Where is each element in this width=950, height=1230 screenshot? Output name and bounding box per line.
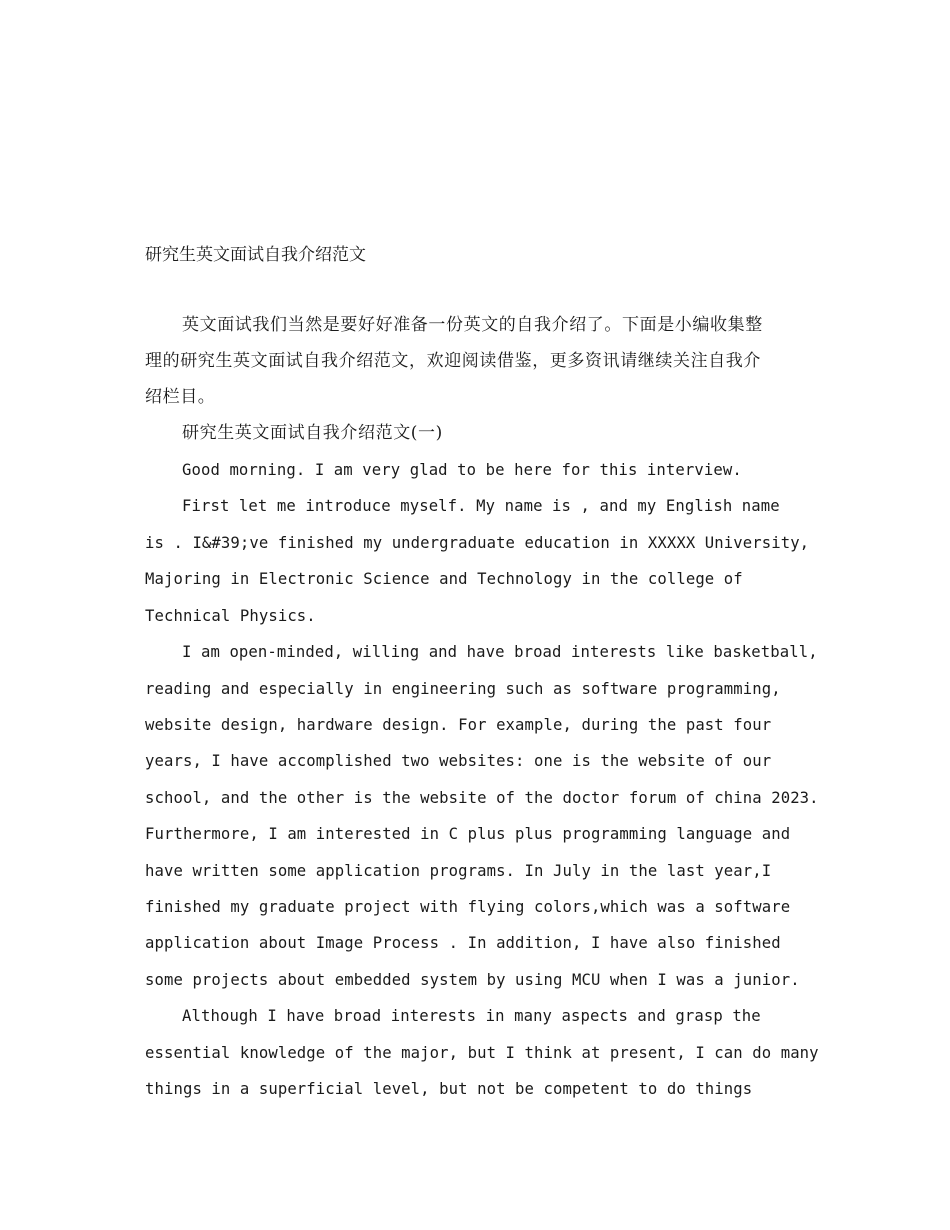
paragraph-line: Although I have broad interests in many aspects and grasp the (182, 1007, 761, 1025)
paragraph-line: things in a superficial level, but not be competent to do things (145, 1080, 753, 1098)
paragraph-line: I am open-minded, willing and have broad interests like basketball, (182, 643, 818, 661)
paragraph-line: 理的研究生英文面试自我介绍范文，欢迎阅读借鉴，更多资讯请继续关注自我介 (145, 351, 761, 371)
paragraph-line: Technical Physics. (145, 607, 316, 625)
section-heading: 研究生英文面试自我介绍范文(一) (182, 423, 443, 443)
paragraph-line: is . I&#39;ve finished my undergraduate education in XXXXX University, (145, 534, 810, 552)
paragraph-line: website design, hardware design. For example, during the past four (145, 716, 772, 734)
paragraph-line: First let me introduce myself. My name is , and my English name (182, 497, 780, 515)
paragraph-line: Furthermore, I am interested in C plus plus programming language and (145, 825, 791, 843)
paragraph-line: have written some application programs. In July in the last year,I (145, 862, 772, 880)
paragraph-line: some projects about embedded system by using MCU when I was a junior. (145, 971, 800, 989)
paragraph-line: Good morning. I am very glad to be here for this interview. (182, 461, 742, 479)
paragraph-line: Majoring in Electronic Science and Technology in the college of (145, 570, 743, 588)
paragraph-line: 英文面试我们当然是要好好准备一份英文的自我介绍了。下面是小编收集整 (182, 315, 763, 335)
paragraph-line: finished my graduate project with flying colors,which was a software (145, 898, 791, 916)
paragraph-line: reading and especially in engineering such as software programming, (145, 680, 781, 698)
paragraph-line: years, I have accomplished two websites: one is the website of our (145, 752, 772, 770)
paragraph-line: 绍栏目。 (145, 387, 216, 407)
document-title: 研究生英文面试自我介绍范文 (145, 245, 366, 265)
paragraph-line: application about Image Process . In addition, I have also finished (145, 934, 781, 952)
paragraph-line: essential knowledge of the major, but I think at present, I can do many (145, 1044, 819, 1062)
paragraph-line: school, and the other is the website of the doctor forum of china 2023. (145, 789, 819, 807)
